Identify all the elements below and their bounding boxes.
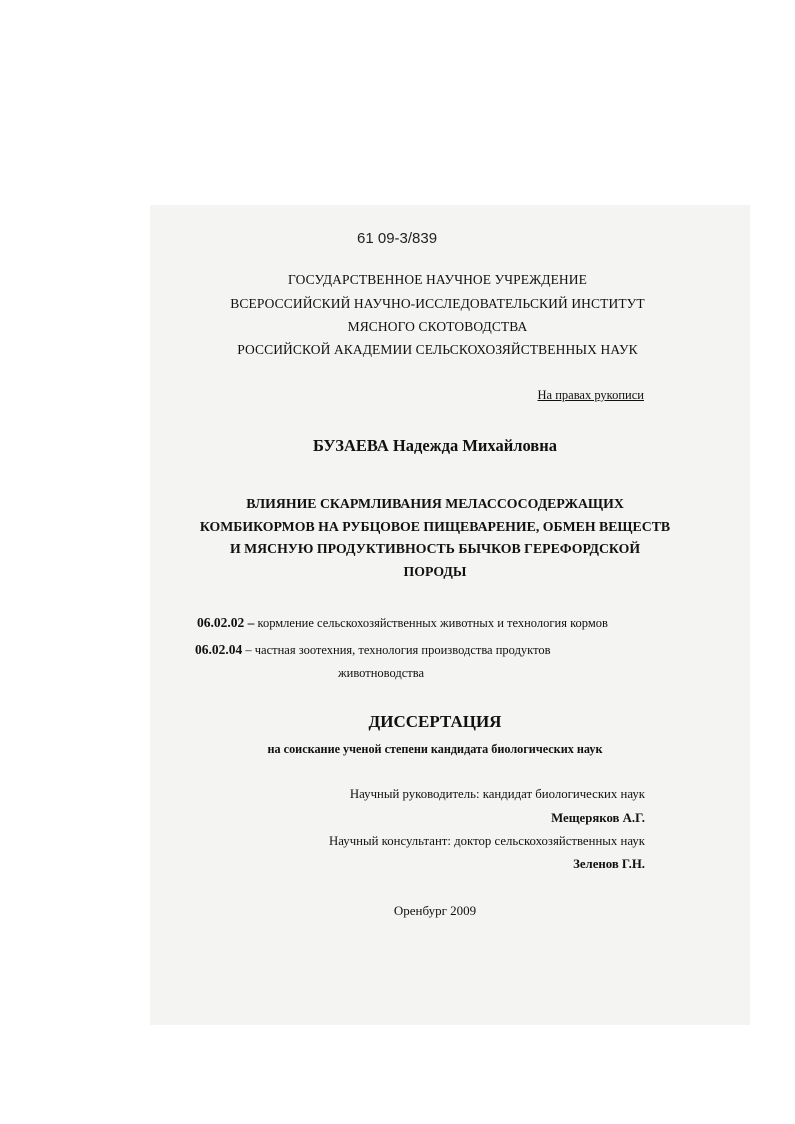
specialty-1 [197,615,608,631]
supervisor-name: Мещеряков А.Г. [551,811,645,825]
specialty-2-continuation: животноводства [338,666,424,680]
title-line-2: КОМБИКОРМОВ НА РУБЦОВОЕ ПИЩЕВАРЕНИЕ, ОБМЕН ВЕЩЕСТВ [199,519,671,534]
institution-line-4: РОССИЙСКОЙ АКАДЕМИИ СЕЛЬСКОХОЗЯЙСТВЕННЫХ НАУК [237,342,638,357]
library-stamp-number: 61 09-3/839 [357,230,438,247]
consultant-name: Зеленов Г.Н. [573,857,645,871]
institution-line-2: ВСЕРОССИЙСКИЙ НАУЧНО-ИССЛЕДОВАТЕЛЬСКИЙ ИНСТИТУТ [230,296,645,311]
specialty-2-code: 06.02.04 [195,642,243,657]
degree-line: на соискание ученой степени кандидата биологических наук [267,742,603,756]
manuscript-rights-note: На правах рукописи [537,388,644,402]
author-name: БУЗАЕВА Надежда Михайловна [313,436,557,455]
city-year: Оренбург 2009 [393,903,477,918]
institution-line-3: МЯСНОГО СКОТОВОДСТВА [347,319,528,334]
specialty-2 [195,642,551,658]
supervisor-label: Научный руководитель: кандидат биологических наук [349,787,645,801]
institution-line-1: ГОСУДАРСТВЕННОЕ НАУЧНОЕ УЧРЕЖДЕНИЕ [288,272,587,287]
title-line-1: ВЛИЯНИЕ СКАРМЛИВАНИЯ МЕЛАССОСОДЕРЖАЩИХ [246,496,624,511]
specialty-1-code: 06.02.02 – [197,615,255,630]
specialty-2-text: – частная зоотехния, технология производства продуктов [242,643,551,657]
document-type: ДИССЕРТАЦИЯ [368,712,502,731]
title-line-3: И МЯСНУЮ ПРОДУКТИВНОСТЬ БЫЧКОВ ГЕРЕФОРДСКОЙ [229,541,641,556]
consultant-label: Научный консультант: доктор сельскохозяйственных наук [329,834,645,848]
specialty-1-text: кормление сельскохозяйственных животных и технология кормов [254,616,608,630]
title-line-4: ПОРОДЫ [403,564,467,579]
